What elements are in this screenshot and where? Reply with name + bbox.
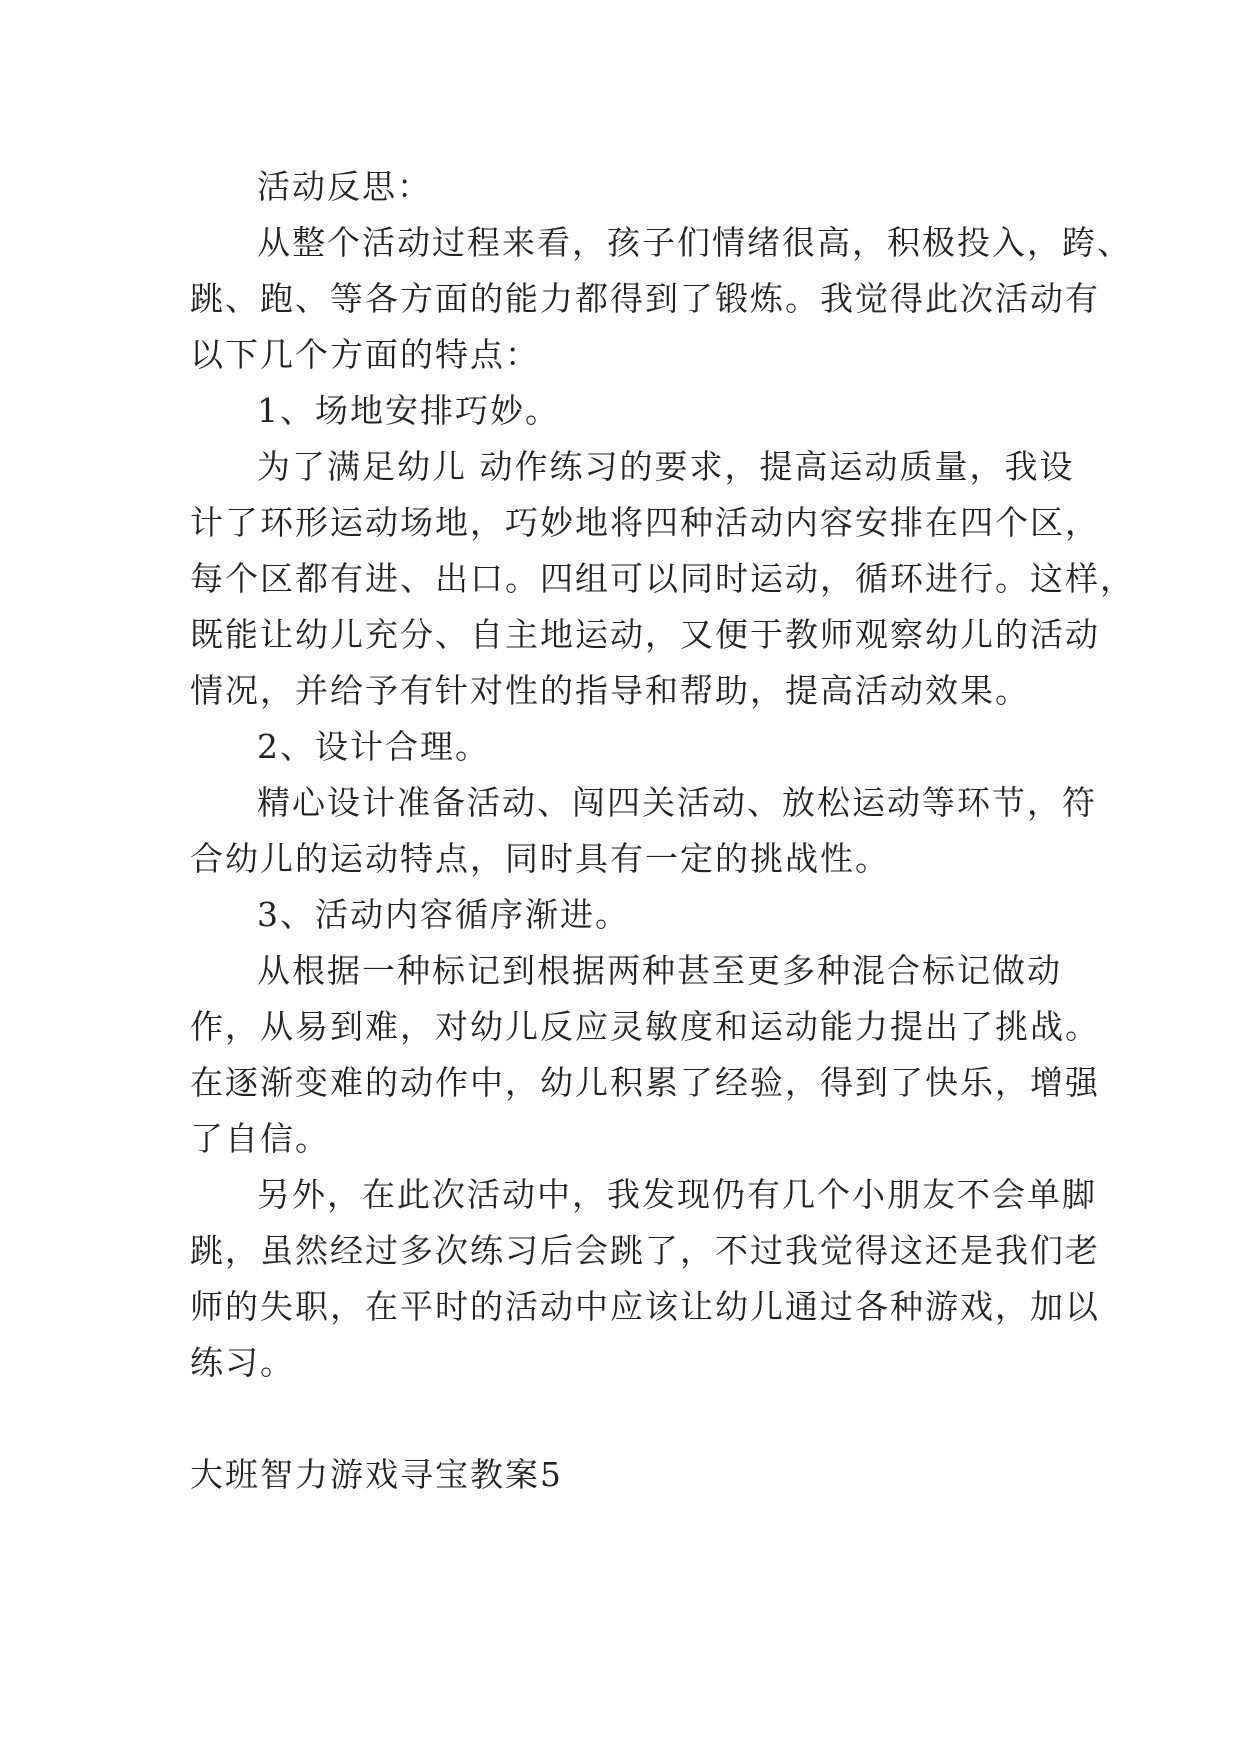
- text-line: 为了满足幼儿 动作练习的要求，提高运动质量，我设: [257, 447, 1075, 486]
- text-line: 跳、跑、等各方面的能力都得到了锻炼。我觉得此次活动有: [190, 279, 1100, 318]
- text-line: 作，从易到难，对幼儿反应灵敏度和运动能力提出了挑战。: [190, 1007, 1100, 1046]
- text-line: 在逐渐变难的动作中，幼儿积累了经验，得到了快乐，增强: [190, 1063, 1100, 1102]
- text-line: 计了环形运动场地，巧妙地将四种活动内容安排在四个区，: [190, 503, 1100, 542]
- text-line: 既能让幼儿充分、自主地运动，又便于教师观察幼儿的活动: [190, 615, 1100, 654]
- list-item-2: 2、设计合理。: [257, 727, 490, 766]
- text-line: 以下几个方面的特点：: [190, 335, 540, 374]
- text-line: 从整个活动过程来看，孩子们情绪很高，积极投入，跨、: [257, 223, 1132, 262]
- text-line: 练习。: [190, 1343, 295, 1382]
- text-line: 师的失职，在平时的活动中应该让幼儿通过各种游戏，加以: [190, 1287, 1100, 1326]
- text-line: 了自信。: [190, 1119, 330, 1158]
- list-item-1: 1、场地安排巧妙。: [257, 391, 560, 430]
- text-line: 每个区都有进、出口。四组可以同时运动，循环进行。这样，: [190, 559, 1135, 598]
- text-line: 跳，虽然经过多次练习后会跳了，不过我觉得这还是我们老: [190, 1231, 1100, 1270]
- text-line: 精心设计准备活动、闯四关活动、放松运动等环节，符: [257, 783, 1097, 822]
- text-line: 合幼儿的运动特点，同时具有一定的挑战性。: [190, 839, 890, 878]
- text-line: 情况，并给予有针对性的指导和帮助，提高活动效果。: [190, 671, 1030, 710]
- text-line: 另外，在此次活动中，我发现仍有几个小朋友不会单脚: [257, 1175, 1097, 1214]
- reflection-heading: 活动反思：: [257, 167, 432, 206]
- list-item-3: 3、活动内容循序渐进。: [257, 895, 630, 934]
- text-line: 从根据一种标记到根据两种甚至更多种混合标记做动: [257, 951, 1062, 990]
- section-heading: 大班智力游戏寻宝教案5: [190, 1455, 563, 1494]
